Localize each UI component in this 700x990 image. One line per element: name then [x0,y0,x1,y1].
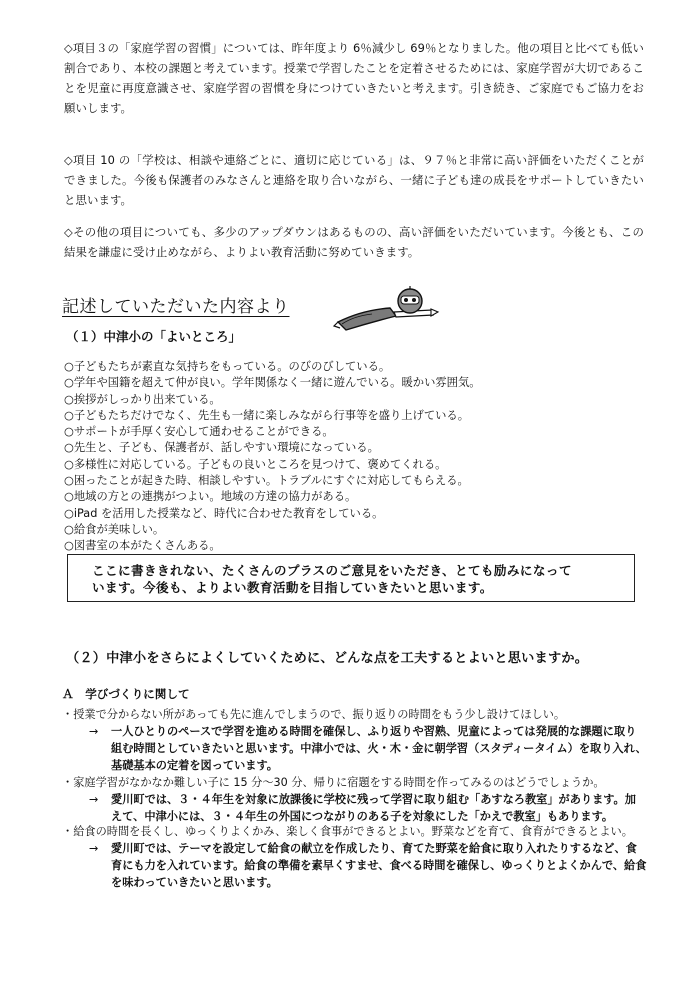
paragraph-homework-habit: ◇項目３の「家庭学習の習慣」については、昨年度より 6％減少し 69％となりました。他の項目と比べても低い割合であり、本校の課題と考えています。授業で学習したことを定着させるためには、家庭学習が大切であることを児童に再度意識させ、家庭学習の習慣を身につけていきたいと考えます。引き続き、ご家庭でもご協力をお願いします。 [64,41,644,115]
good-points-list [64,359,644,555]
arrow-icon: → [89,842,99,855]
qa-answer-text: 一人ひとりのペースで学習を進める時間を確保し、ふり返りや習熟、児童によっては発展的な課題に取り組む時間としていきたいと思います。中津小では、火・木・金に朝学習（スタディータイム）を取り入れ、基礎基本の定着を図っています。 [111,725,647,772]
list-item: ○先生と、子ども、保護者が、話しやすい環境になっている。 [64,441,379,455]
subsection-good-points-title: （１）中津小の「よいところ」 [66,329,242,344]
list-item: ○子どもたちだけでなく、先生も一緒に楽しみながら行事等を盛り上げている。 [64,408,470,422]
callout-line: います。今後も、よりよい教育活動を目指していきたいと思います。 [92,580,493,595]
list-item: ○学年や国籍を超えて仲が良い。学年関係なく一緒に遊んでいる。暖かい雰囲気。 [64,376,481,390]
arrow-icon: → [89,793,99,806]
heading-learning: Ａ 学びづくりに関して [62,687,190,701]
qa-answer [62,723,647,774]
subsection-improvement-title: （２）中津小をさらによくしていくために、どんな点を工夫するとよいと思いますか。 [66,651,589,666]
list-item: ○子どもたちが素直な気持ちをもっている。のびのびしている。 [64,360,391,373]
qa-answer-text: 愛川町では、テーマを設定して給食の献立を作成したり、育てた野菜を給食に取り入れたりするなど、食育にも力を入れています。給食の準備を素早くすませ、食べる時間を確保し、ゆっくりとよくかんで、給食を味わっていきたいと思います。 [111,842,647,889]
callout-box [67,554,635,602]
list-item: ○挨拶がしっかり出来ている。 [64,392,221,406]
qa-question: ・給食の時間を長くし、ゆっくりよくかみ、楽しく食事ができるとよい。野菜などを育て、食育ができるとよい。 [62,825,633,838]
list-item: ○図書室の本がたくさんある。 [64,539,221,553]
qa-answer [62,791,647,825]
qa-item [62,774,647,825]
callout-line: ここに書ききれない、たくさんのプラスのご意見をいただき、とても励みになって [92,563,572,578]
flying-mascot-icon [332,286,440,334]
qa-item [62,706,647,774]
qa-question: ・家庭学習がなかなか難しい子に 15 分〜30 分、帰りに宿題をする時間を作ってみるのはどうでしょうか。 [62,776,605,789]
section-title: 記述していただいた内容より [62,297,290,317]
qa-question: ・授業で分からない所があっても先に進んでしまうので、振り返りの時間をもう少し設けてほしい。 [62,708,566,721]
list-item: ○地域の方との連携がつよい。地域の方達の協力がある。 [64,490,357,504]
list-item: ○サポートが手厚く安心して通わせることができる。 [64,425,334,439]
list-item: ○困ったことが起きた時、相談しやすい。トラブルにすぐに対応してもらえる。 [64,474,469,488]
qa-answer-text: 愛川町では、３・４年生を対象に放課後に学校に残って学習に取り組む「あすなろ教室」があります。加えて、中津小には、３・４年生の外国につながりのある子を対象にした「かえで教室」もあります。 [111,793,636,823]
paragraph-consultation: ◇項目 10 の「学校は、相談や連絡ごとに、適切に応じている」は、９７％と非常に高い評価をいただくことができました。今後も保護者のみなさんと連絡を取り合いながら、一緒に子ども達の成長をサポートしていきたいと思います。 [64,153,644,207]
qa-answer [62,840,647,891]
list-item: ○給食が美味しい。 [64,522,165,536]
qa-item [62,823,647,891]
list-item: ○多様性に対応している。子どもの良いところを見つけて、褒めてくれる。 [64,457,447,471]
list-item: ○iPad を活用した授業など、時代に合わせた教育をしている。 [64,506,384,520]
arrow-icon: → [89,725,99,738]
paragraph-other-items: ◇その他の項目についても、多少のアップダウンはあるものの、高い評価をいただいています。今後とも、この結果を謙虚に受け止めながら、よりよい教育活動に努めていきます。 [64,225,644,259]
